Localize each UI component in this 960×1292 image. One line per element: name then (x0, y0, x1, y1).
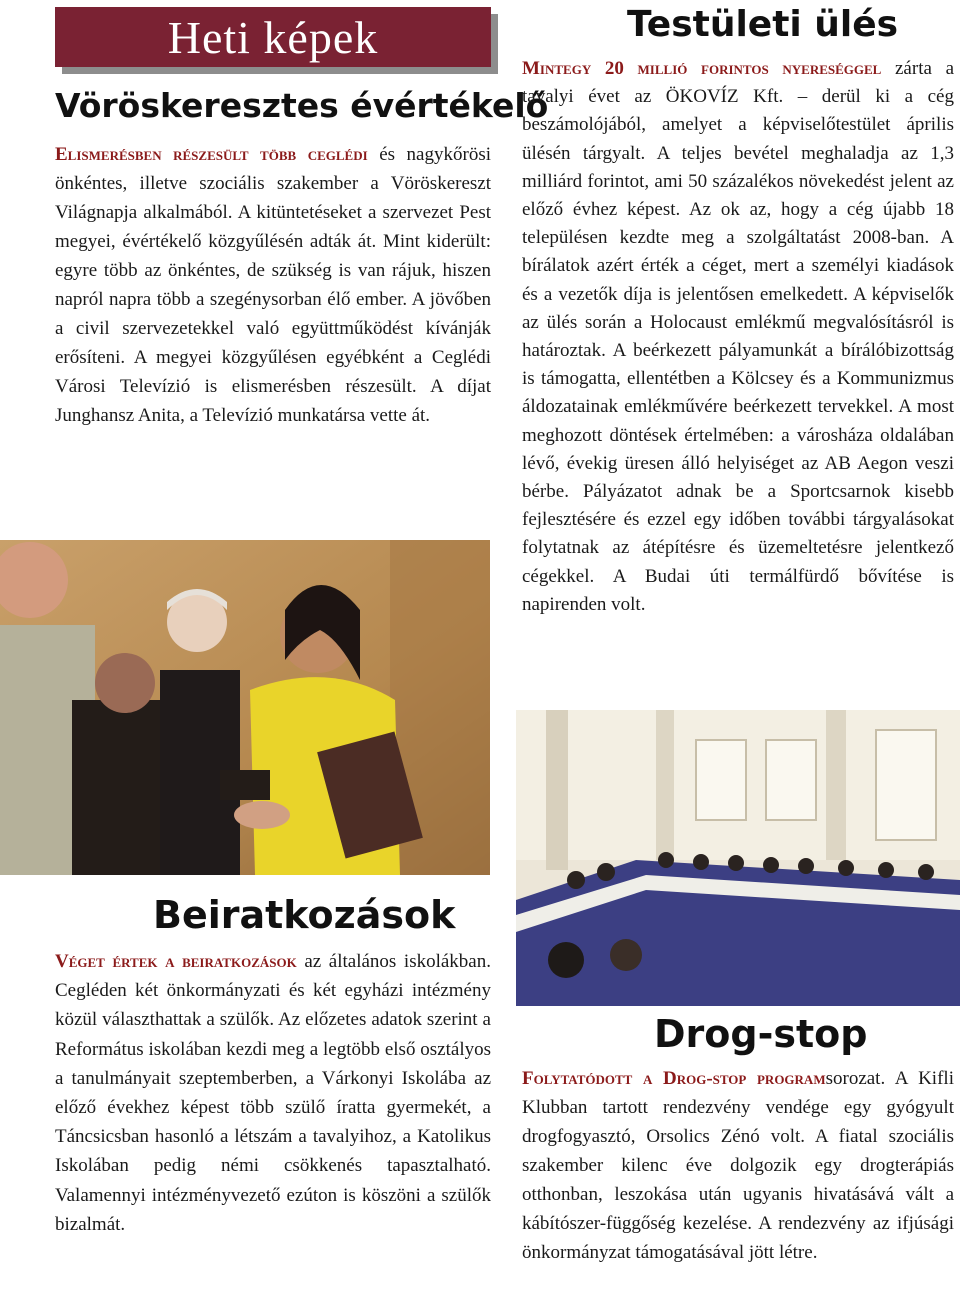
article-lead-beiratkozas: Véget értek a beiratkozások (55, 951, 297, 972)
photo-award-ceremony (0, 540, 490, 875)
article-text-beiratkozas: az általános iskolákban. Cegléden két önkormányzati és két egyházi intézmény közül választhattak a szülők. Az előzetes adatok szerint a Református iskolában kezdi meg a legtöbb első osztályos a tanulmányait szeptemberben, a Várkonyi Iskolába az előző évekhez képest több szülő íratta gyermekét, a Táncsicsban hasonló a létszám a tavalyihoz, a Katolikus Iskolában pedig némi csökkenés tapasztalható. Valamennyi intézményvezető ezúton is köszöni a szülők bizalmát. (55, 951, 491, 1235)
photo-council-meeting (516, 710, 960, 1006)
article-title-beiratkozas: Beiratkozások (153, 893, 456, 937)
section-banner (55, 7, 491, 67)
article-title-drogstop: Drog-stop (654, 1012, 868, 1056)
article-body-testuleti (522, 55, 954, 619)
article-title-testuleti: Testületi ülés (627, 4, 899, 45)
article-body-beiratkozas (55, 947, 491, 1239)
article-title-voroskereszt: Vöröskeresztes évértékelő (55, 86, 549, 125)
article-body-drogstop (522, 1064, 954, 1267)
section-banner-title: Heti képek (167, 11, 379, 63)
article-text-testuleti: zárta a tavalyi évet az ÖKOVÍZ Kft. – derül ki a cég beszámolójából, amelyet a képviselőtestület április ülésén tárgyalt. A teljes bevétel meghaladja az 1,3 milliárd forintot, ami 50 százalékos növekedést jelent az előző évhez képest. Az ok az, hogy a cég újabb 18 településen kezdte meg a szolgáltatást 2008-ban. A bírálatok azért érték a céget, mert a személyi kiadások és a vezetők díja is jelentősen emelkedett. A képviselők az ülés során a Holocaust emlékmű megvalósításról is határoztak. A beérkezett pályamunkát a bírálóbizottság is támogatta, ellentétben a Kölcsey és a Kommunizmus áldozatainak emlékművére beérkezett tervekkel. A most meghozott döntések értelmében: a városháza oldalában lévő, évekig üresen álló helyiséget az AB Aegon veszi bérbe. Pályázatot adnak be a Sportcsarnok kisebb fejlesztésére és ezzel egy időben további tárgyalásokat folytatnak az átépítésre és üzemeltetésre jelentkező cégekkel. A Budai úti termálfürdő bővítése is napirenden volt. (522, 58, 954, 615)
article-lead-testuleti: Mintegy 20 millió forintos nyereséggel (522, 58, 882, 79)
article-lead-voroskereszt: Elismerésben részesült több ceglédi (55, 144, 368, 165)
article-text-drogstop: sorozat. A Kifli Klubban tartott rendezvény vendége egy gyógyult drogfogyasztó, Orsolics Zénó volt. A fiatal szociális szakember kilenc éve dolgozik egy drogterápiás otthonban, leszokása után ugyanis hivatásává vált a kábítószer-függőség kezelése. A rendezvény az ifjúsági önkormányzat támogatásával jött létre. (522, 1068, 954, 1263)
article-lead-drogstop: Folytatódott a Drog-stop program (522, 1068, 826, 1089)
article-text-voroskereszt: és nagykőrösi önkéntes, illetve szociális szakember a Vöröskereszt Világnapja alkalmából. A kitüntetéseket a szervezet Pest megyei, évértékelő közgyűlésén adták át. Mint kiderült: egyre több az önkéntes, de szükség is van rájuk, hiszen napról napra több a szegénysorban élő ember. A jövőben a civil szervezetekkel való együttműködést kívánják erősíteni. A megyei közgyűlésen egyébként a Ceglédi Városi Televízió is elismerésben részesült. A díjat Junghansz Anita, a Televízió munkatársa vette át. (55, 144, 491, 426)
article-body-voroskereszt (55, 140, 491, 430)
